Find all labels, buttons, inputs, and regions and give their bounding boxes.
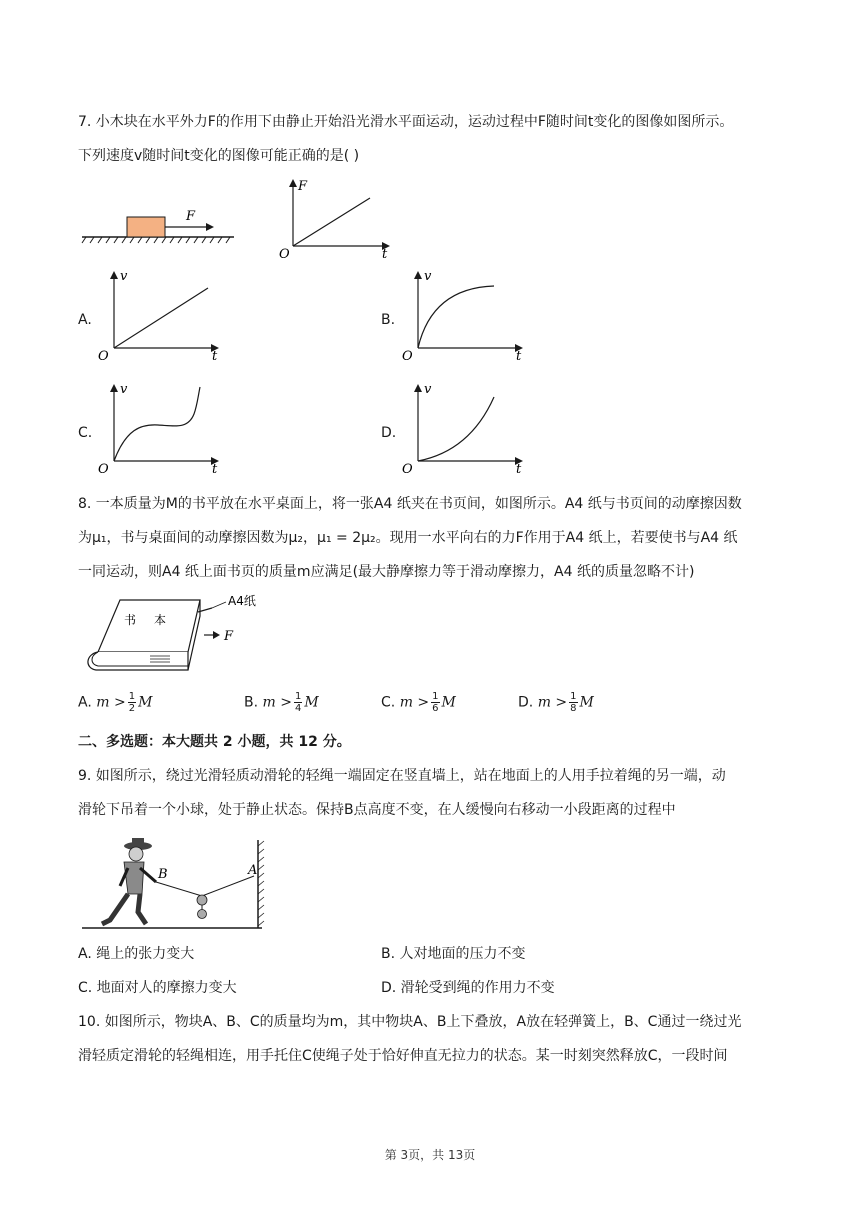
q7-option-b-label[interactable]: B. [381,312,396,328]
q9-pulley-figure [80,836,266,936]
q8-option-a[interactable]: A. m > $\frac{1}{2}$ M [78,691,153,714]
q9-line-1: 9. 如图所示，绕过光滑轻质动滑轮的轻绳一端固定在竖直墙上，站在地面上的人用手拉着绳的另一端，动 [78,768,726,784]
q8-line-1: 8. 一本质量为M的书平放在水平桌面上，将一张A4 纸夹在书页间，如图所示。A4 纸与书页间的动摩擦因数 [78,496,742,512]
svg-text:O: O [279,247,290,260]
q7-option-d-graph [400,379,530,477]
q7-option-c-graph [96,379,226,477]
q7-force-time-graph [276,176,396,260]
q7-option-c-label[interactable]: C. [78,425,93,441]
ball [198,910,207,919]
svg-text:v: v [120,269,128,284]
q8-line-3: 一同运动，则A4 纸上面书页的质量m应满足(最大静摩擦力等于滑动摩擦力，A4 纸的质量忽略不计) [78,564,695,580]
svg-text:B: B [158,867,168,882]
svg-text:t: t [516,462,522,477]
svg-text:A: A [248,863,258,878]
q9-line-2: 滑轮下吊着一个小球，处于静止状态。保持B点高度不变，在人缓慢向右移动一小段距离的过程中 [78,802,676,818]
svg-text:O: O [98,462,109,477]
pulley [197,895,207,905]
force-label: F [186,209,196,224]
svg-text:O: O [98,349,109,364]
book-text-2: 本 [154,613,167,627]
v-concave-curve [418,286,494,348]
v-convex-curve [418,397,494,461]
svg-text:F: F [224,629,234,644]
svg-text:v: v [424,269,432,284]
wooden-block [127,217,165,237]
q9-option-c[interactable]: C. 地面对人的摩擦力变大 [78,980,237,996]
q10-line-1: 10. 如图所示，物块A、B、C的质量均为m，其中物块A、B上下叠放，A放在轻弹簧上，B、C通过一绕过光 [78,1014,742,1030]
svg-text:v: v [120,382,128,397]
q9-option-a[interactable]: A. 绳上的张力变大 [78,946,195,962]
svg-text:t: t [382,247,388,260]
q8-option-d[interactable]: D. m > $\frac{1}{8}$ M [518,691,594,714]
svg-text:v: v [424,382,432,397]
q7-option-a-graph [96,266,226,364]
person-figure [102,838,156,924]
section-2-heading: 二、多选题：本大题共 2 小题，共 12 分。 [78,734,351,750]
svg-text:t: t [516,349,522,364]
q8-option-c[interactable]: C. m > $\frac{1}{6}$ M [381,691,456,714]
q10-line-2: 滑轻质定滑轮的轻绳相连，用手托住C使绳子处于恰好伸直无拉力的状态。某一时刻突然释放C，一段时间 [78,1048,728,1064]
q9-option-d[interactable]: D. 滑轮受到绳的作用力不变 [381,980,555,996]
svg-text:O: O [402,349,413,364]
q8-line-2: 为μ₁，书与桌面间的动摩擦因数为μ₂，μ₁ = 2μ₂。现用一水平向右的力F作用于A4 纸上，若要使书与A4 纸 [78,530,738,546]
v-s-curve [114,387,200,461]
svg-text:F: F [298,179,308,194]
q9-option-b[interactable]: B. 人对地面的压力不变 [381,946,526,962]
page-footer: 第 3页，共 13页 [384,1148,476,1162]
svg-text:t: t [212,349,218,364]
q7-option-b-graph [400,266,530,364]
svg-text:O: O [402,462,413,477]
v-linear-curve [114,288,208,348]
q7-block-figure [80,200,240,245]
q8-book-figure [80,592,260,678]
q7-line-1: 7. 小木块在水平外力F的作用下由静止开始沿光滑水平面运动，运动过程中F随时间t变化的图像如图所示。 [78,114,734,130]
q7-option-a-label[interactable]: A. [78,312,92,328]
q8-option-b[interactable]: B. m > $\frac{1}{4}$ M [244,691,319,714]
a4-label: A4纸 [228,594,256,608]
book-text-1: 书 [124,613,137,627]
svg-text:t: t [212,462,218,477]
q7-line-2: 下列速度v随时间t变化的图像可能正确的是( ) [78,148,360,164]
force-line [293,198,370,246]
q7-option-d-label[interactable]: D. [381,425,397,441]
